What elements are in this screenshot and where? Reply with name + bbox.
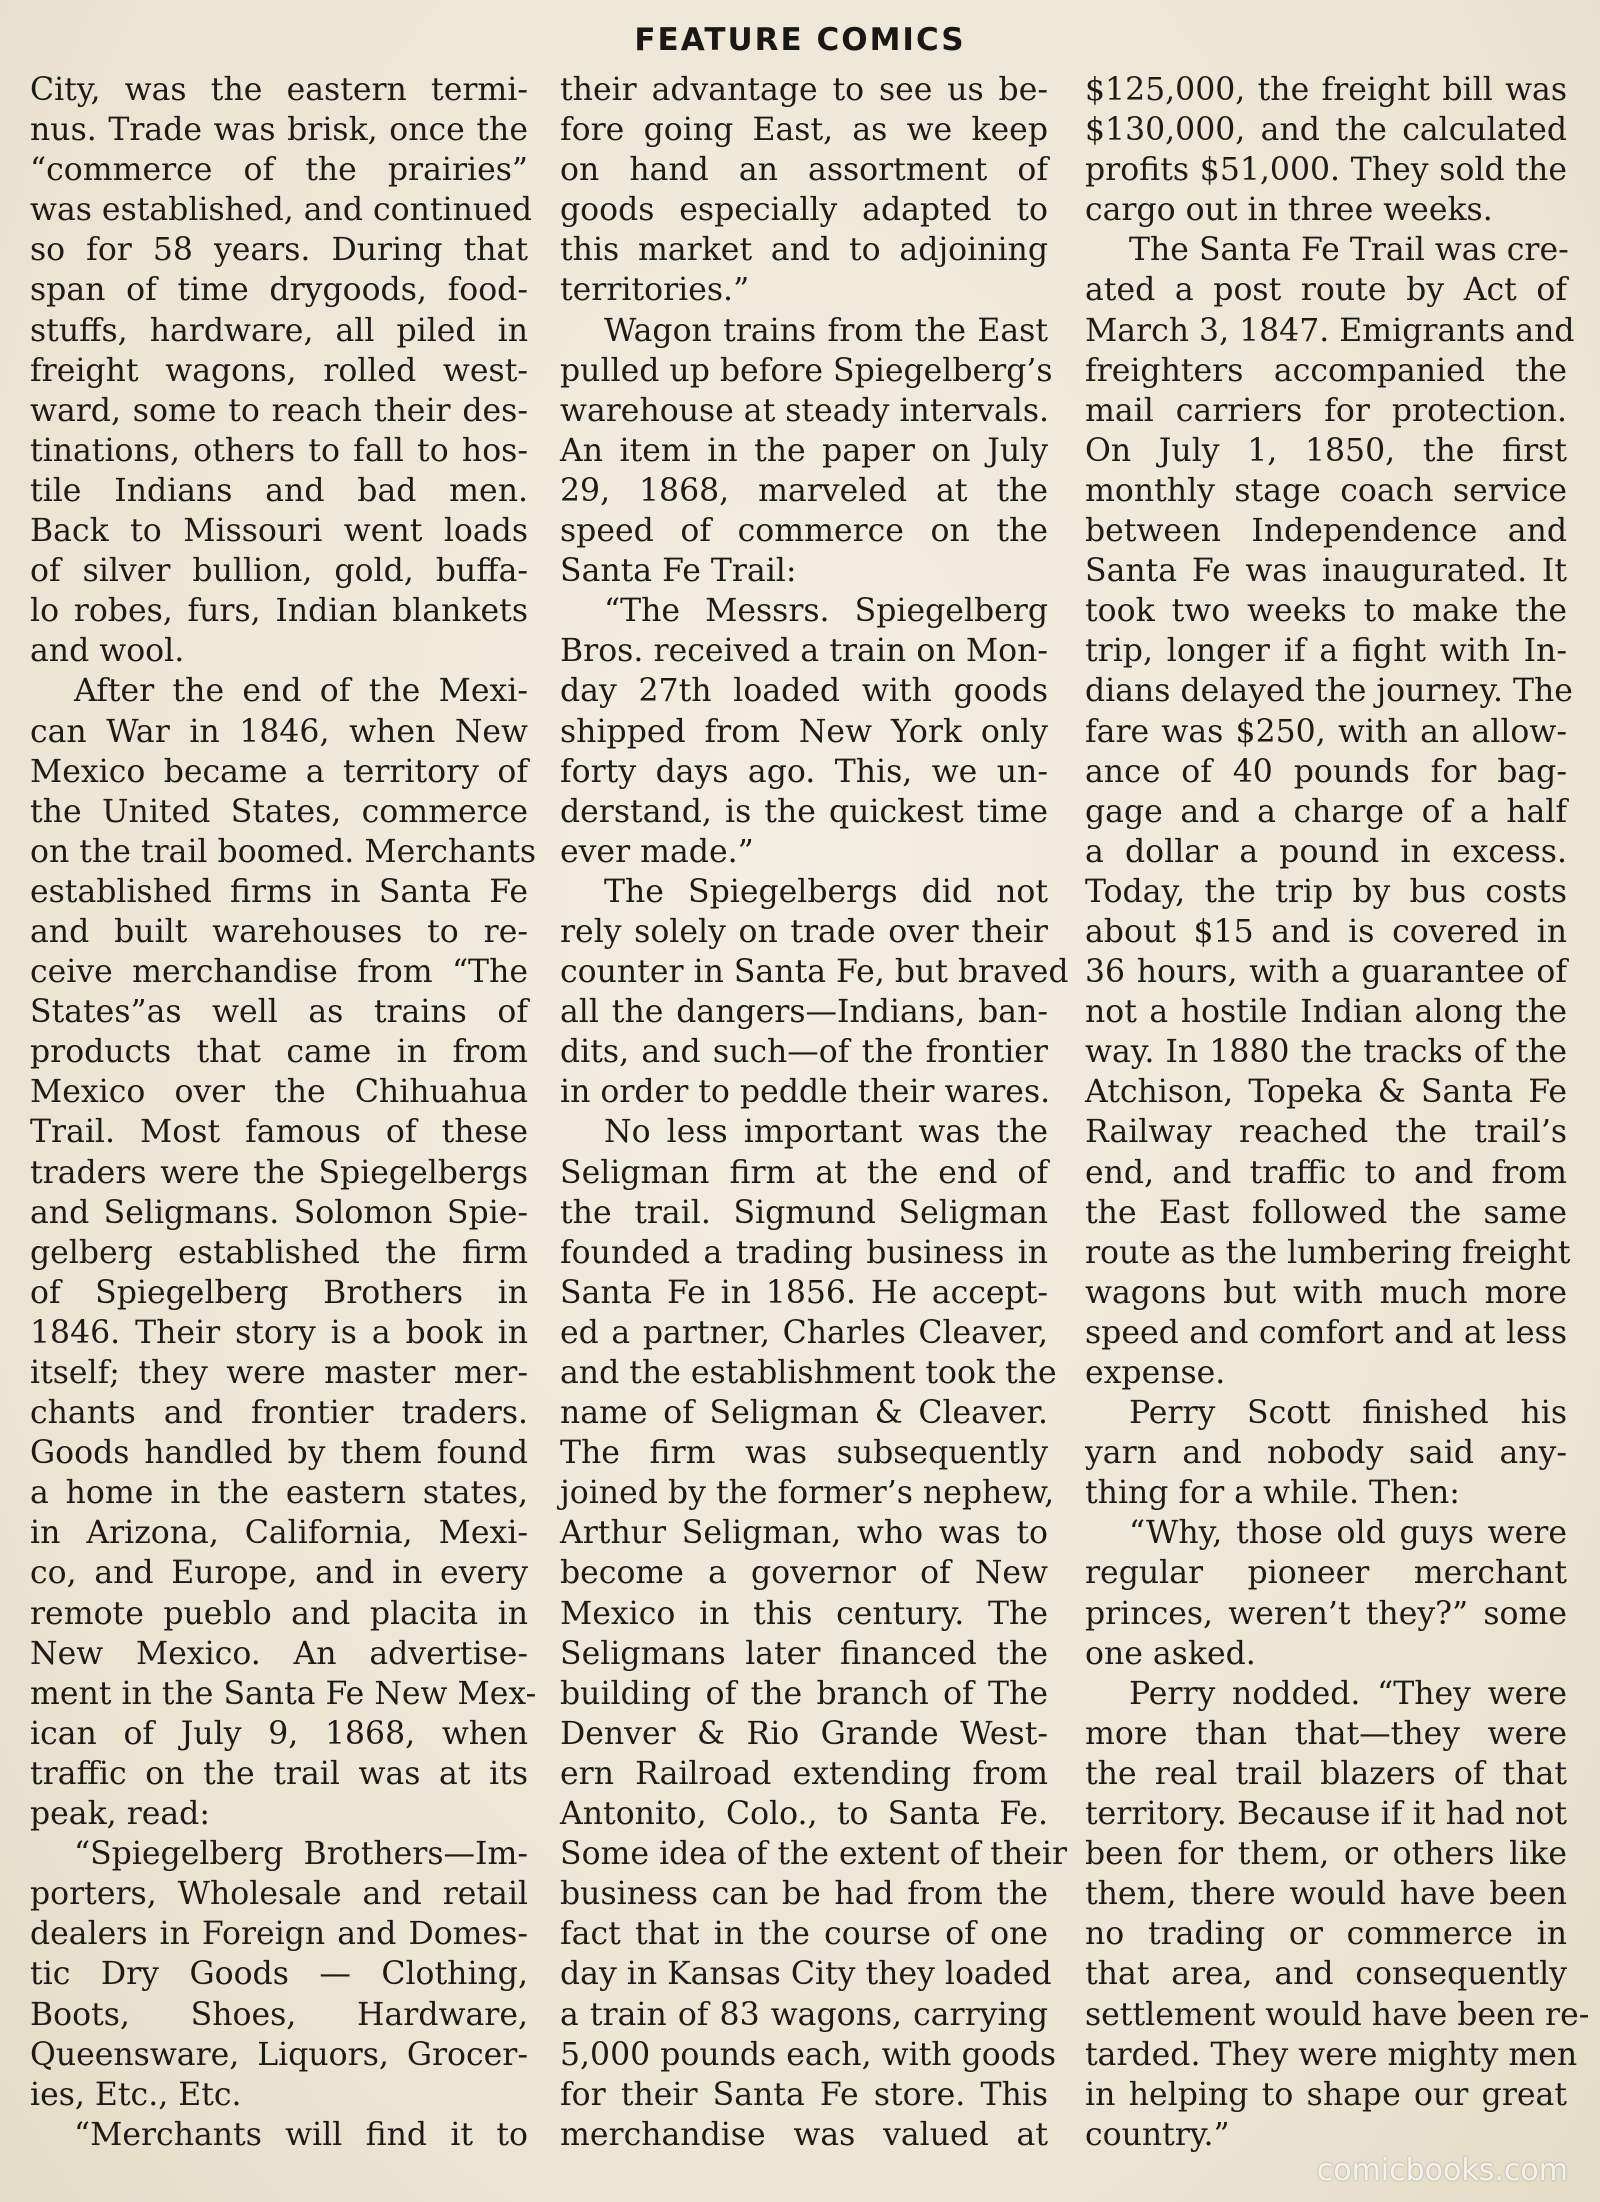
- text-line: gage and a charge of a half: [1085, 793, 1567, 830]
- text-line: no trading or commerce in: [1085, 1916, 1567, 1953]
- text-line: and wool.: [30, 633, 185, 670]
- text-line: expense.: [1085, 1355, 1226, 1391]
- text-line: for their Santa Fe store. This: [560, 2076, 1048, 2113]
- text-line: No less important was the: [604, 1114, 1048, 1151]
- text-line: the United States, commerce: [30, 793, 528, 830]
- text-line: on the trail boomed. Merchants: [30, 833, 537, 870]
- text-line: derstand, is the quickest time: [560, 793, 1048, 830]
- text-line: was established, and continued: [30, 192, 533, 229]
- text-line: took two weeks to make the: [1085, 593, 1567, 630]
- text-line: the East followed the same: [1085, 1194, 1567, 1231]
- text-line: pulled up before Spiegelberg’s: [560, 352, 1053, 389]
- text-line: tinations, others to fall to hos-: [30, 432, 528, 469]
- text-line: so for 58 years. During that: [30, 232, 528, 269]
- text-line: “Merchants will find it to: [74, 2116, 528, 2153]
- text-line: dealers in Foreign and Domes-: [30, 1916, 528, 1953]
- text-line: ward, some to reach their des-: [30, 392, 528, 429]
- text-line: $125,000, the freight bill was: [1085, 72, 1567, 108]
- text-line: a home in the eastern states,: [30, 1475, 528, 1512]
- text-line: 36 hours, with a guarantee of: [1085, 954, 1567, 991]
- text-line: of silver bullion, gold, buffa-: [30, 553, 528, 590]
- text-line: warehouse at steady intervals.: [560, 392, 1050, 429]
- text-line: dits, and such—of the frontier: [560, 1034, 1048, 1071]
- text-line: remote pueblo and placita in: [30, 1595, 528, 1632]
- text-line: ern Railroad extending from: [560, 1755, 1048, 1792]
- text-line: The Santa Fe Trail was cre-: [1129, 232, 1569, 269]
- text-line: can War in 1846, when New: [30, 713, 528, 750]
- text-line: between Independence and: [1085, 513, 1567, 550]
- text-line: tic Dry Goods — Clothing,: [30, 1956, 528, 1993]
- text-line: ever made.”: [560, 833, 754, 870]
- text-line: this market and to adjoining: [560, 232, 1048, 269]
- text-line: “Spiegelberg Brothers—Im-: [74, 1836, 528, 1873]
- text-line: tarded. They were mighty men: [1085, 2036, 1578, 2073]
- text-line: and Seligmans. Solomon Spie-: [30, 1194, 528, 1231]
- text-line: The Spiegelbergs did not: [604, 873, 1048, 910]
- text-line: ies, Etc., Etc.: [30, 2076, 242, 2113]
- text-line: traders were the Spiegelbergs: [30, 1154, 528, 1191]
- text-line: $130,000, and the calculated: [1085, 112, 1567, 149]
- text-line: span of time drygoods, food-: [30, 272, 528, 309]
- text-line: “The Messrs. Spiegelberg: [604, 593, 1048, 630]
- text-line: ment in the Santa Fe New Mex-: [30, 1675, 537, 1712]
- text-line: ceive merchandise from “The: [30, 954, 528, 991]
- text-line: territory. Because if it had not: [1085, 1796, 1567, 1833]
- text-line: goods especially adapted to: [560, 192, 1048, 229]
- text-line: Perry nodded. “They were: [1129, 1675, 1567, 1712]
- text-line: thing for a while. Then:: [1085, 1475, 1460, 1512]
- text-line: not a hostile Indian along the: [1085, 994, 1567, 1031]
- text-line: Mexico over the Chihuahua: [30, 1074, 528, 1111]
- text-line: lo robes, furs, Indian blankets: [30, 593, 528, 630]
- text-line: all the dangers—Indians, ban-: [560, 994, 1048, 1031]
- text-line: March 3, 1847. Emigrants and: [1085, 312, 1575, 349]
- text-line: Wagon trains from the East: [604, 312, 1048, 349]
- text-line: ican of July 9, 1868, when: [30, 1715, 528, 1752]
- text-line: day 27th loaded with goods: [560, 673, 1048, 710]
- text-line: in order to peddle their wares.: [560, 1074, 1051, 1111]
- text-line: Seligmans later financed the: [560, 1635, 1048, 1672]
- text-line: regular pioneer merchant: [1085, 1555, 1567, 1592]
- text-line: Atchison, Topeka & Santa Fe: [1085, 1074, 1567, 1111]
- text-line: wagons but with much more: [1085, 1274, 1567, 1311]
- text-line: ed a partner, Charles Cleaver,: [560, 1314, 1048, 1351]
- text-line: chants and frontier traders.: [30, 1395, 528, 1432]
- text-line: of Spiegelberg Brothers in: [30, 1274, 528, 1311]
- text-line: joined by the former’s nephew,: [560, 1475, 1055, 1512]
- text-line: “commerce of the prairies”: [30, 152, 528, 189]
- text-line: the real trail blazers of that: [1085, 1755, 1567, 1792]
- text-line: Seligman firm at the end of: [560, 1154, 1048, 1191]
- text-line: counter in Santa Fe, but braved: [560, 954, 1069, 991]
- text-line: Denver & Rio Grande West-: [560, 1715, 1048, 1752]
- text-column-2: [560, 70, 1069, 2155]
- text-line: trip, longer if a fight with In-: [1085, 633, 1567, 670]
- text-line: On July 1, 1850, the first: [1085, 432, 1567, 469]
- text-line: settlement would have been re-: [1085, 1996, 1590, 2033]
- text-line: New Mexico. An advertise-: [30, 1635, 528, 1672]
- text-line: Santa Fe in 1856. He accept-: [560, 1274, 1048, 1311]
- text-line: dians delayed the journey. The: [1085, 673, 1573, 710]
- text-line: Antonito, Colo., to Santa Fe.: [560, 1796, 1048, 1833]
- text-line: fare was $250, with an allow-: [1085, 713, 1567, 750]
- text-line: Arthur Seligman, who was to: [560, 1515, 1048, 1552]
- text-line: forty days ago. This, we un-: [560, 753, 1048, 790]
- text-line: route as the lumbering freight: [1085, 1234, 1571, 1271]
- text-line: tile Indians and bad men.: [30, 472, 528, 509]
- text-column-1: [30, 70, 537, 2155]
- text-line: the trail. Sigmund Seligman: [560, 1194, 1048, 1231]
- text-line: products that came in from: [30, 1034, 528, 1071]
- text-line: business can be had from the: [560, 1876, 1048, 1913]
- text-line: speed of commerce on the: [560, 513, 1048, 550]
- text-line: been for them, or others like: [1085, 1836, 1567, 1873]
- text-line: Some idea of the extent of their: [560, 1836, 1067, 1873]
- text-line: them, there would have been: [1085, 1876, 1567, 1913]
- text-line: “Why, those old guys were: [1129, 1515, 1567, 1552]
- text-line: City, was the eastern termi-: [30, 72, 528, 108]
- text-line: Mexico became a territory of: [30, 753, 528, 790]
- text-line: States”as well as trains of: [30, 994, 528, 1031]
- text-line: Back to Missouri went loads: [30, 513, 528, 550]
- text-line: one asked.: [1085, 1635, 1256, 1672]
- text-line: Goods handled by them found: [30, 1435, 528, 1472]
- text-line: yarn and nobody said any-: [1085, 1435, 1567, 1472]
- text-line: day in Kansas City they loaded: [560, 1956, 1052, 1993]
- text-line: 1846. Their story is a book in: [30, 1314, 528, 1351]
- text-line: their advantage to see us be-: [560, 72, 1048, 108]
- text-line: The firm was subsequently: [560, 1435, 1048, 1472]
- text-line: speed and comfort and at less: [1085, 1314, 1567, 1351]
- text-line: Railway reached the trail’s: [1085, 1114, 1567, 1151]
- text-line: fore going East, as we keep: [560, 112, 1048, 149]
- text-line: Perry Scott finished his: [1129, 1395, 1567, 1432]
- text-line: fact that in the course of one: [560, 1916, 1048, 1953]
- text-line: about $15 and is covered in: [1085, 913, 1567, 950]
- text-line: founded a trading business in: [560, 1234, 1048, 1271]
- text-line: traffic on the trail was at its: [30, 1755, 528, 1792]
- text-line: shipped from New York only: [560, 713, 1048, 750]
- text-line: monthly stage coach service: [1085, 472, 1567, 509]
- text-line: princes, weren’t they?” some: [1085, 1595, 1567, 1632]
- text-line: Queensware, Liquors, Grocer-: [30, 2036, 528, 2073]
- text-line: gelberg established the firm: [30, 1234, 528, 1271]
- text-line: name of Seligman & Cleaver.: [560, 1395, 1048, 1432]
- text-line: An item in the paper on July: [560, 432, 1048, 469]
- text-line: Santa Fe was inaugurated. It: [1085, 553, 1567, 590]
- text-line: cargo out in three weeks.: [1085, 192, 1493, 229]
- text-line: stuffs, hardware, all piled in: [30, 312, 528, 349]
- text-line: and built warehouses to re-: [30, 913, 528, 950]
- text-line: porters, Wholesale and retail: [30, 1876, 528, 1913]
- text-line: peak, read:: [30, 1796, 210, 1833]
- text-line: profits $51,000. They sold the: [1085, 152, 1567, 189]
- text-line: in helping to shape our great: [1085, 2076, 1567, 2113]
- text-line: ated a post route by Act of: [1085, 272, 1567, 309]
- text-line: country.”: [1085, 2116, 1230, 2153]
- text-line: Bros. received a train on Mon-: [560, 633, 1048, 670]
- text-line: Mexico in this century. The: [560, 1595, 1048, 1632]
- text-line: that area, and consequently: [1085, 1956, 1567, 1993]
- text-line: Trail. Most famous of these: [30, 1114, 528, 1151]
- text-line: ance of 40 pounds for bag-: [1085, 753, 1567, 790]
- text-line: nus. Trade was brisk, once the: [30, 112, 528, 149]
- text-column-3: [1085, 70, 1590, 2155]
- text-line: end, and traffic to and from: [1085, 1154, 1567, 1191]
- text-line: 29, 1868, marveled at the: [560, 472, 1048, 509]
- text-line: on hand an assortment of: [560, 152, 1048, 189]
- text-line: freight wagons, rolled west-: [30, 352, 528, 389]
- text-line: in Arizona, California, Mexi-: [30, 1515, 528, 1552]
- text-line: and the establishment took the: [560, 1355, 1057, 1391]
- text-line: itself; they were master mer-: [30, 1355, 528, 1391]
- text-line: After the end of the Mexi-: [74, 673, 528, 710]
- text-line: become a governor of New: [560, 1555, 1048, 1592]
- text-line: way. In 1880 the tracks of the: [1085, 1034, 1567, 1071]
- text-line: freighters accompanied the: [1085, 352, 1567, 389]
- text-line: co, and Europe, and in every: [30, 1555, 528, 1592]
- text-line: established firms in Santa Fe: [30, 873, 528, 910]
- watermark: comicbooks.com: [1316, 2153, 1568, 2188]
- text-line: Boots, Shoes, Hardware,: [30, 1996, 528, 2033]
- text-line: Today, the trip by bus costs: [1085, 873, 1567, 910]
- text-line: territories.”: [560, 272, 750, 309]
- running-header: FEATURE COMICS: [634, 22, 966, 58]
- text-line: more than that—they were: [1085, 1715, 1567, 1752]
- text-line: rely solely on trade over their: [560, 913, 1048, 950]
- text-line: 5,000 pounds each, with goods: [560, 2036, 1057, 2073]
- text-line: Santa Fe Trail:: [560, 553, 797, 590]
- text-line: a dollar a pound in excess.: [1085, 833, 1567, 870]
- text-line: building of the branch of The: [560, 1675, 1048, 1712]
- text-line: mail carriers for protection.: [1085, 392, 1567, 429]
- text-line: merchandise was valued at: [560, 2116, 1048, 2153]
- text-line: a train of 83 wagons, carrying: [560, 1996, 1048, 2033]
